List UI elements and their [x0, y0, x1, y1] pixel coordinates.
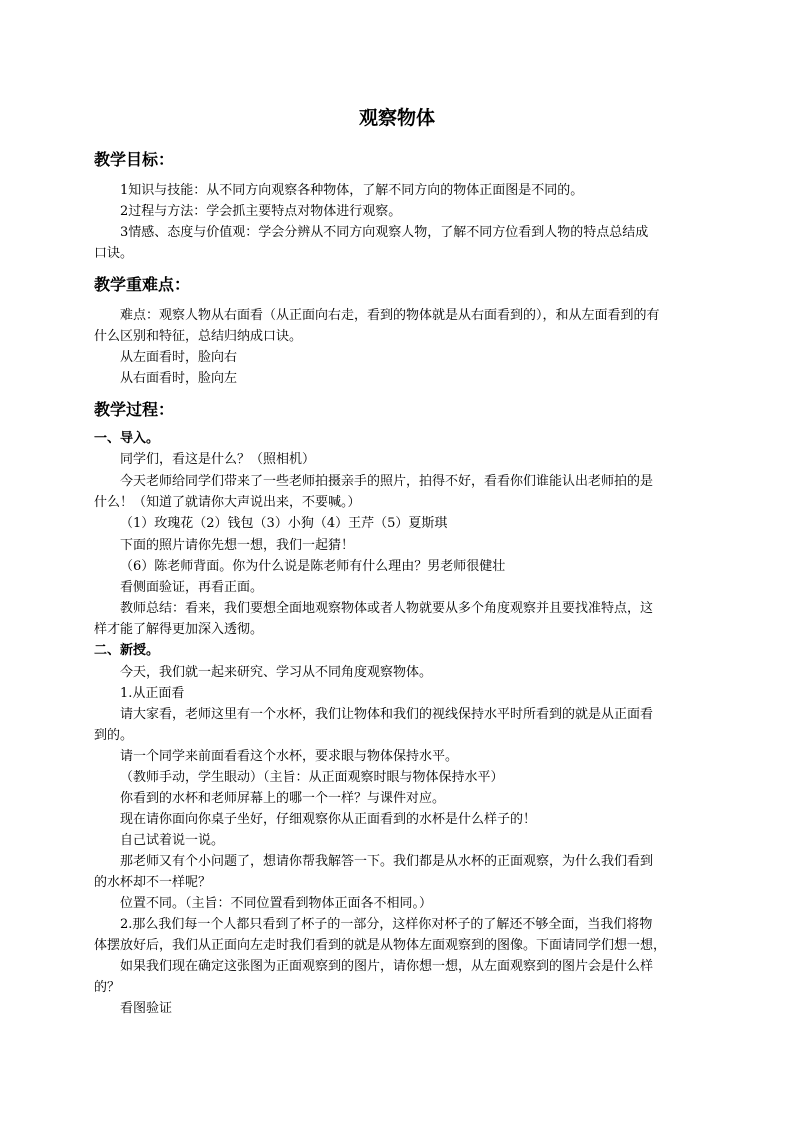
new-line: 今天，我们就一起来研究、学习从不同角度观察物体。	[120, 665, 433, 680]
section-heading-goals: 教学目标：	[94, 150, 175, 169]
new-line: 看图验证	[120, 1001, 173, 1016]
intro-line: 教师总结：看来，我们要想全面地观察物体或者人物就要从多个角度观察并且要找准特点，这	[120, 601, 654, 616]
new-line: 请大家看，老师这里有一个水杯，我们让物体和我们的视线保持水平时所看到的就是从正面看	[120, 707, 654, 722]
part-heading-new: 二、新授。	[94, 643, 160, 658]
new-line: 到的。	[94, 728, 134, 743]
new-line: （教师手动，学生眼动）（主旨：从正面观察时眼与物体保持水平）	[120, 770, 504, 785]
document-title: 观察物体	[358, 107, 435, 129]
new-line: 的水杯却不一样呢？	[94, 875, 212, 890]
intro-line: （1）玫瑰花（2）钱包（3）小狗（4）王芹（5）夏斯琪	[120, 516, 448, 531]
difficulty-text-cont: 什么区别和特征，总结归纳成口诀。	[94, 329, 303, 344]
goal-attitude: 3情感、态度与价值观：学会分辨从不同方向观察人物，了解不同方位看到人物的特点总结成	[120, 225, 649, 240]
new-line: 那老师又有个小问题了，想请你帮我解答一下。我们都是从水杯的正面观察，为什么我们看到	[120, 854, 654, 869]
goal-knowledge: 1知识与技能：从不同方向观察各种物体，了解不同方向的物体正面图是不同的。	[120, 183, 584, 198]
new-line: 自己试着说一说。	[120, 833, 225, 848]
intro-line: 下面的照片请你先想一想，我们一起猜！	[120, 538, 355, 553]
intro-line: 什么！（知道了就请你大声说出来，不要喊。）	[94, 495, 361, 510]
new-line: 位置不同。（主旨：不同位置看到物体正面各不相同。）	[120, 896, 433, 911]
intro-line: （6）陈老师背面。你为什么说是陈老师有什么理由？男老师很健壮	[120, 559, 506, 574]
new-line: 如果我们现在确定这张图为正面观察到的图片，请你想一想，从左面观察到的图片会是什么样	[120, 959, 654, 974]
new-line: 2.那么我们每一个人都只看到了杯子的一部分，这样你对杯子的了解还不够全面，当我们将物	[120, 917, 653, 932]
difficulty-left-view: 从左面看时，脸向右	[120, 350, 238, 365]
goal-process: 2过程与方法：学会抓主要特点对物体进行观察。	[120, 204, 402, 219]
intro-line: 样才能了解得更加深入透彻。	[94, 622, 264, 637]
part-heading-intro: 一、导入。	[94, 431, 160, 446]
intro-line: 今天老师给同学们带来了一些老师拍摄亲手的照片，拍得不好，看看你们谁能认出老师拍的是	[120, 474, 654, 489]
new-line: 现在请你面向你桌子坐好，仔细观察你从正面看到的水杯是什么样子的！	[120, 812, 537, 827]
new-line: 的？	[94, 980, 121, 995]
intro-line: 看侧面验证，再看正面。	[120, 580, 264, 595]
section-heading-difficulty: 教学重难点：	[94, 275, 191, 294]
new-line: 1.从正面看	[120, 686, 185, 701]
new-line: 请一个同学来前面看看这个水杯，要求眼与物体保持水平。	[120, 749, 459, 764]
section-heading-process: 教学过程：	[94, 400, 175, 419]
intro-line: 同学们，看这是什么？（照相机）	[120, 452, 316, 467]
difficulty-right-view: 从右面看时，脸向左	[120, 371, 238, 386]
new-line: 你看到的水杯和老师屏幕上的哪一个一样？与课件对应。	[120, 791, 446, 806]
goal-attitude-cont: 口诀。	[94, 246, 134, 261]
difficulty-text: 难点：观察人物从右面看（从正面向右走，看到的物体就是从右面看到的），和从左面看到的有	[120, 308, 660, 323]
new-line: 体摆放好后，我们从正面向左走时我们看到的就是从物体左面观察到的图像。下面请同学们想一想，	[94, 938, 667, 953]
